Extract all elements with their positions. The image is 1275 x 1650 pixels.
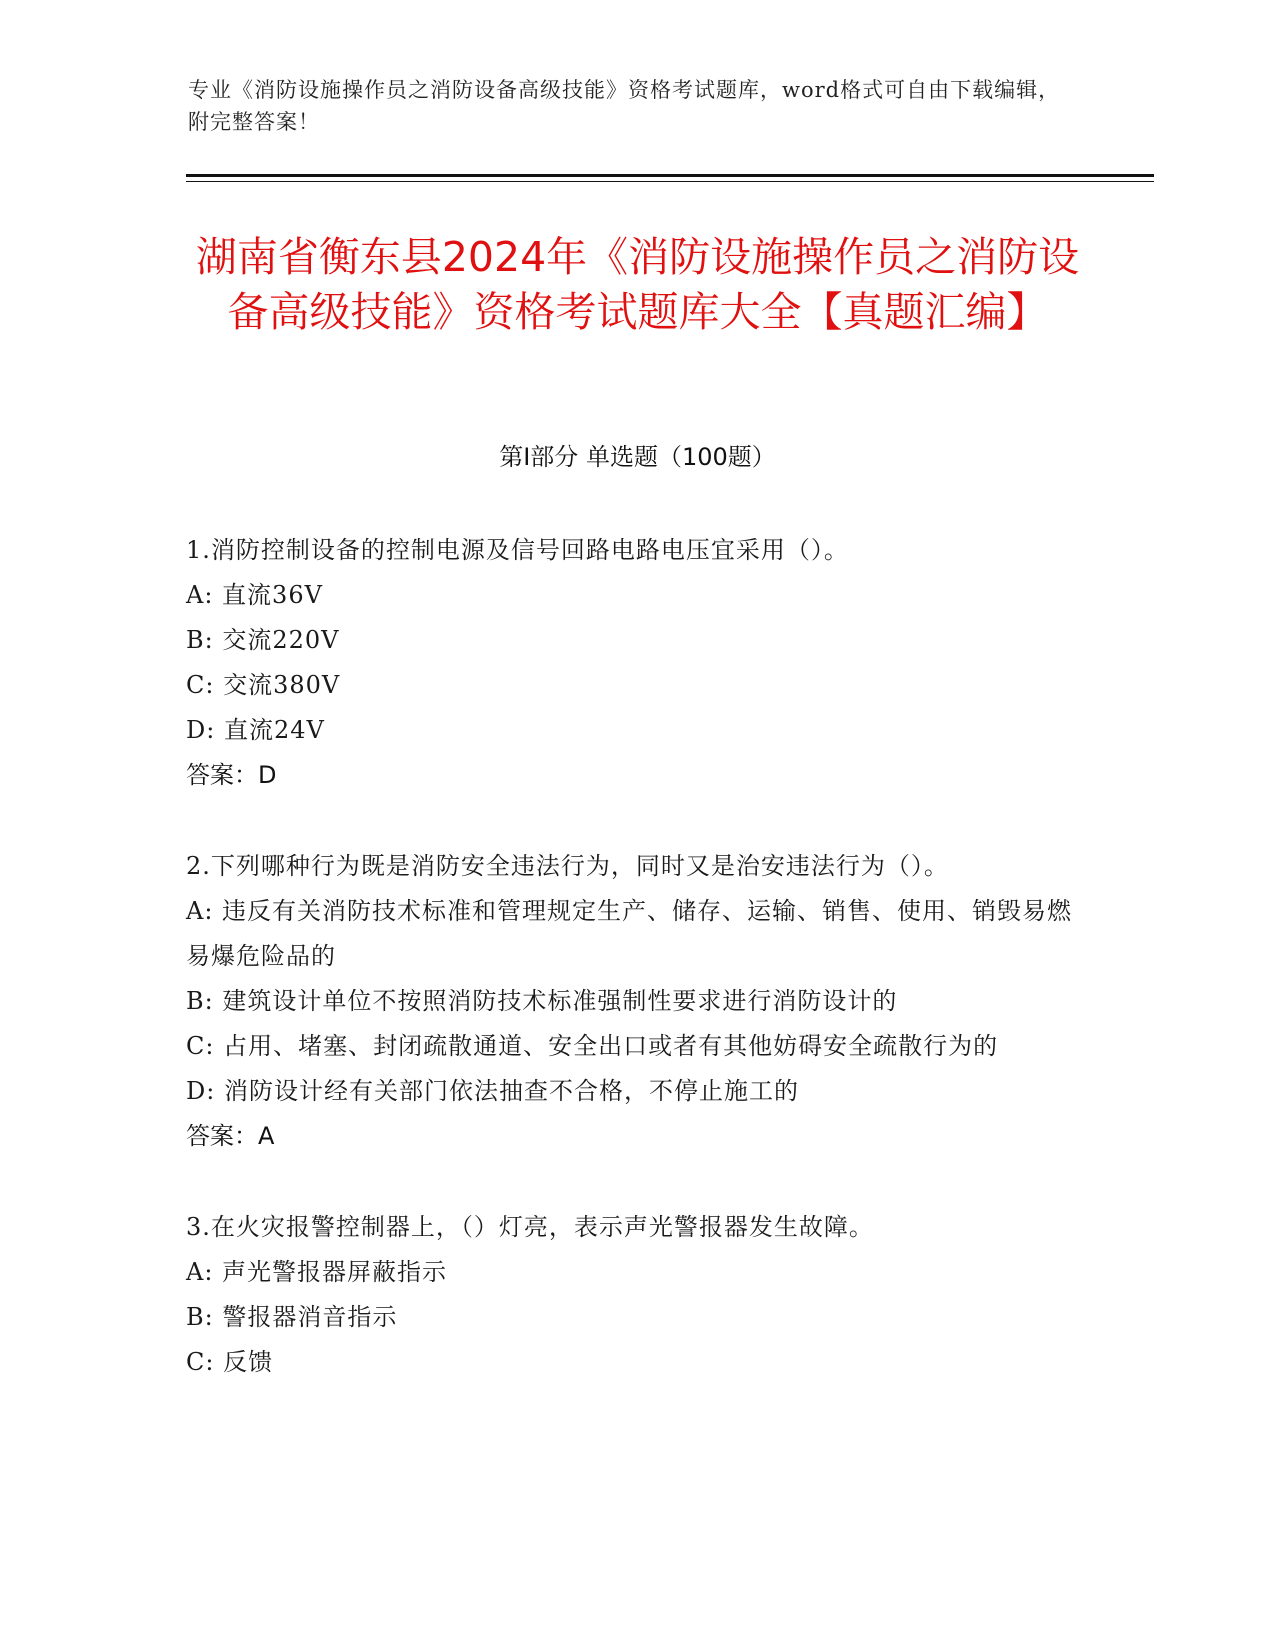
- option-a: A: 声光警报器屏蔽指示: [186, 1258, 448, 1286]
- section-title: 第I部分 单选题（100题）: [499, 443, 776, 471]
- option-d: D: 消防设计经有关部门依法抽查不合格，不停止施工的: [186, 1077, 799, 1105]
- option-d: D: 直流24V: [186, 716, 325, 744]
- option-c: C: 占用、堵塞、封闭疏散通道、安全出口或者有其他妨碍安全疏散行为的: [186, 1032, 999, 1060]
- option-b: B: 建筑设计单位不按照消防技术标准强制性要求进行消防设计的: [186, 987, 898, 1015]
- option-a: A: 违反有关消防技术标准和管理规定生产、储存、运输、销售、使用、销毁易燃易爆危险品的: [186, 897, 1073, 970]
- answer: 答案：A: [186, 1122, 275, 1150]
- header-rule-thick: [186, 174, 1154, 177]
- header-note: 专业《消防设施操作员之消防设备高级技能》资格考试题库，word格式可自由下载编辑，附完整答案！: [188, 78, 1061, 134]
- option-b: B: 警报器消音指示: [186, 1303, 398, 1331]
- question-list: [186, 528, 1076, 1431]
- option-c: C: 反馈: [186, 1348, 274, 1376]
- question-stem: 2.下列哪种行为既是消防安全违法行为，同时又是治安违法行为（）。: [186, 852, 949, 880]
- question-2: [186, 844, 1076, 1159]
- question-stem: 3.在火灾报警控制器上，（）灯亮，表示声光警报器发生故障。: [186, 1213, 874, 1241]
- option-c: C: 交流380V: [186, 671, 341, 699]
- question-stem: 1.消防控制设备的控制电源及信号回路电路电压宜采用（）。: [186, 536, 849, 564]
- option-b: B: 交流220V: [186, 626, 340, 654]
- document-title: 湖南省衡东县2024年《消防设施操作员之消防设备高级技能》资格考试题库大全【真题汇编】: [195, 233, 1080, 336]
- answer: 答案：D: [186, 761, 277, 789]
- header-rule-thin: [186, 181, 1154, 182]
- question-3: [186, 1205, 1076, 1385]
- option-a: A: 直流36V: [186, 581, 323, 609]
- question-1: [186, 528, 1076, 798]
